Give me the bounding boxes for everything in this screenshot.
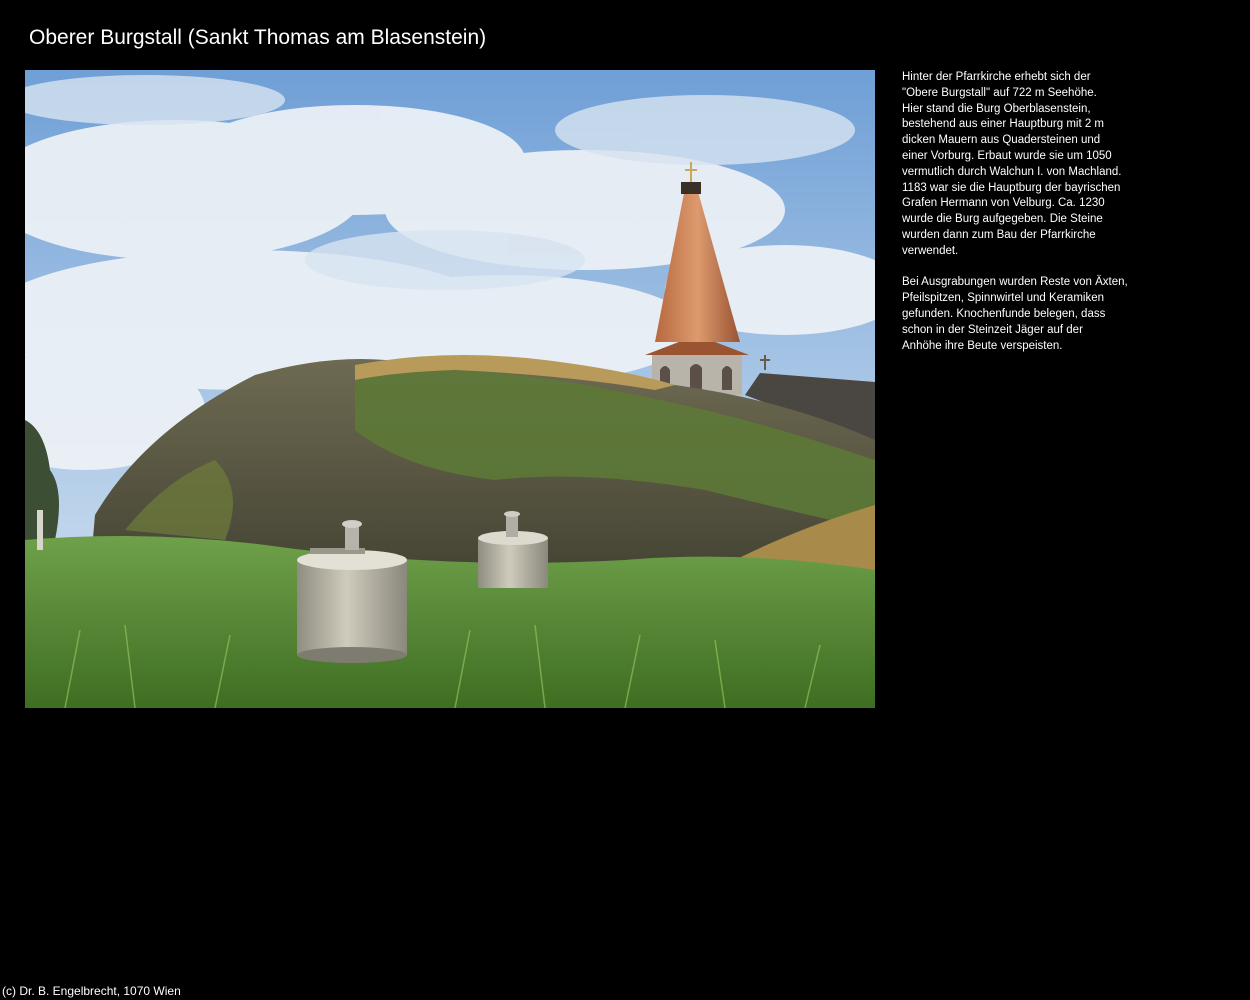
- description-paragraph-2: Bei Ausgrabungen wurden Reste von Äxten, Pfeilspitzen, Spinnwirtel und Keramiken gefunden. Knochenfunde belegen, dass schon in der Steinzeit Jäger auf der Anhöhe ihre Beute verspeisten.: [902, 276, 1128, 352]
- description-text: [902, 70, 1152, 370]
- description-paragraph-1: Hinter der Pfarrkirche erhebt sich der "Obere Burgstall" auf 722 m Seehöhe. Hier stand die Burg Oberblasenstein, bestehend aus einer Hauptburg mit 2 m dicken Mauern aus Quadersteinen und einer Vorburg. Erbaut wurde sie um 1050 vermutlich durch Walchun I. von Machland. 1183 war sie die Hauptburg der bayrischen Grafen Hermann von Velburg. Ca. 1230 wurde die Burg aufgegeben. Die Steine wurden dann zum Bau der Pfarrkirche verwendet.: [902, 71, 1122, 257]
- page-title: Oberer Burgstall (Sankt Thomas am Blasenstein): [29, 26, 487, 49]
- photo-image[interactable]: [25, 70, 875, 708]
- copyright-footer: (c) Dr. B. Engelbrecht, 1070 Wien: [2, 984, 181, 998]
